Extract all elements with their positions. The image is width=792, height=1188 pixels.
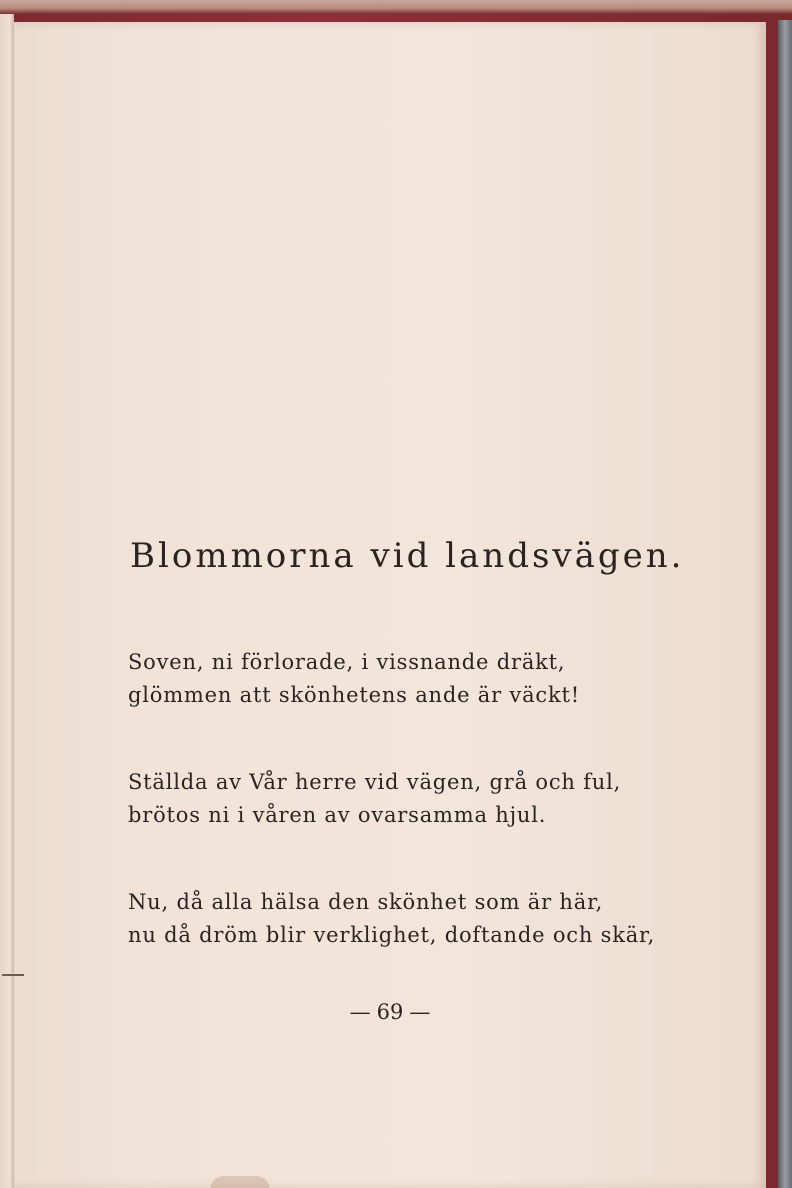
- stanza-3: [128, 886, 655, 952]
- stanza-1: [128, 646, 580, 712]
- poem-line: brötos ni i våren av ovarsamma hjul.: [128, 803, 547, 827]
- page-number-value: 69: [376, 1000, 404, 1024]
- background-surface: [778, 20, 792, 1188]
- poem-line: glömmen att skönhetens ande är väckt!: [128, 683, 580, 707]
- page-number-dash: —: [409, 1000, 431, 1024]
- next-leaf-edge: [0, 0, 792, 14]
- stanza-2: [128, 766, 621, 832]
- poem-line: Nu, då alla hälsa den skönhet som är här,: [128, 890, 604, 914]
- poem-line: nu då dröm blir verklighet, doftande och skär,: [128, 923, 656, 947]
- page-number: [14, 1000, 766, 1024]
- poem-title: Blommorna vid landsvägen.: [130, 536, 685, 576]
- poem-line: Soven, ni förlorade, i vissnande dräkt,: [128, 650, 566, 674]
- binding-stitch: [2, 974, 24, 976]
- bottom-shadow: [210, 1176, 270, 1188]
- page-number-dash: —: [349, 1000, 371, 1024]
- page-gutter: [0, 14, 14, 1188]
- poem-line: Ställda av Vår herre vid vägen, grå och ful,: [128, 770, 622, 794]
- book-page: [14, 22, 766, 1188]
